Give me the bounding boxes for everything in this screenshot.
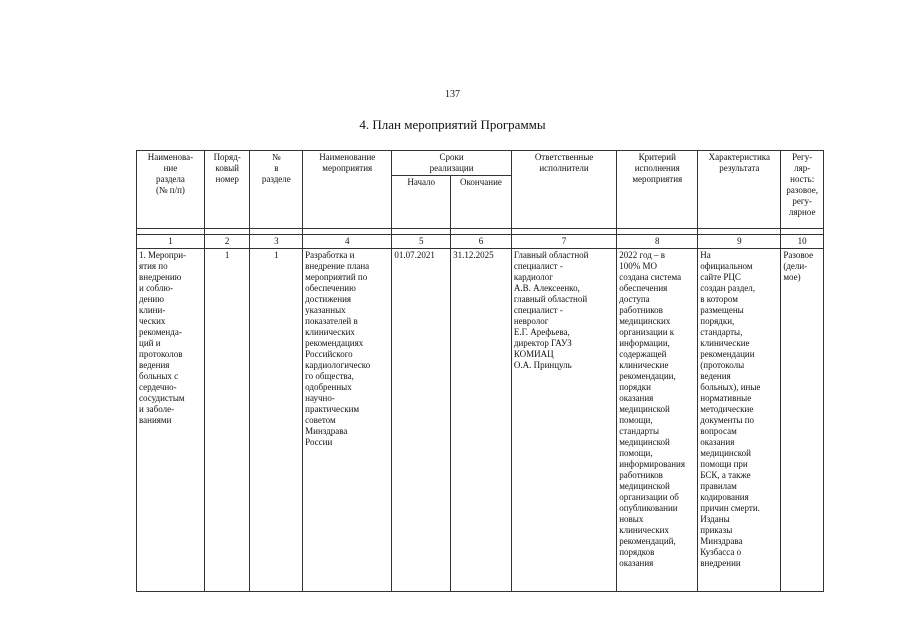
- cell-text-line: номер: [215, 174, 239, 184]
- cell-text-line: мероприятий по: [305, 272, 368, 282]
- cell-text-line: помощи при: [700, 459, 748, 469]
- cell-text-line: внедрении: [700, 558, 741, 568]
- cell-text-line: порядков: [619, 547, 655, 557]
- cell-text-line: О.А. Принцуль: [513, 360, 572, 370]
- cell-text-line: правилам: [700, 481, 737, 491]
- cell-text-line: рекоменда-: [139, 327, 182, 337]
- header-result: [698, 151, 781, 229]
- cell-text-line: результата: [719, 163, 760, 173]
- cell-text-line: мероприятия: [322, 163, 373, 173]
- cell-text-line: исполнения: [634, 163, 680, 173]
- cell-text-line: рекомендации: [700, 349, 755, 359]
- cell-text-line: клинические: [619, 360, 669, 370]
- cell-text-line: А.В. Алексеенко,: [513, 283, 580, 293]
- cell-text-line: Изданы: [700, 514, 730, 524]
- header-implementation-period: [392, 151, 512, 176]
- section-number-cell: 1: [250, 249, 303, 592]
- cell-text-line: раздела: [155, 174, 185, 184]
- cell-text-line: практическим: [305, 404, 360, 414]
- cell-text-line: ковый: [215, 163, 239, 173]
- cell-text-line: Характеристика: [708, 152, 771, 162]
- cell-text-line: сосудистым: [139, 393, 185, 403]
- end-date-cell: 31.12.2025: [451, 249, 512, 592]
- column-number-cell: 5: [392, 235, 451, 249]
- cell-text-line: Поряд-: [213, 152, 241, 162]
- cell-text-line: организации к: [619, 327, 675, 337]
- start-date-cell: 01.07.2021: [392, 249, 451, 592]
- header-start: Начало: [392, 176, 451, 229]
- cell-text-line: лярное: [788, 207, 816, 217]
- cell-text-line: клинических: [619, 525, 669, 535]
- document-title: 4. План мероприятий Программы: [359, 117, 546, 132]
- cell-text-line: мероприятия: [632, 174, 683, 184]
- responsible-cell: [511, 249, 616, 592]
- cell-text-line: ческих: [139, 316, 166, 326]
- header-responsible: [511, 151, 616, 229]
- cell-text-line: вопросам: [700, 426, 737, 436]
- cell-text-line: рекомендации,: [619, 371, 676, 381]
- cell-text-line: внедрение плана: [305, 261, 370, 271]
- cell-text-line: разделе: [261, 174, 291, 184]
- column-number-cell: 10: [781, 235, 824, 249]
- cell-text-line: клинических: [305, 327, 355, 337]
- column-number-cell: 1: [137, 235, 205, 249]
- header-end: Окончание: [451, 176, 512, 229]
- plan-table: [136, 150, 824, 592]
- cell-text-line: достижения: [305, 294, 352, 304]
- cell-text-line: содержащей: [619, 349, 667, 359]
- column-number-cell: 4: [303, 235, 392, 249]
- page-number: 137: [445, 89, 460, 100]
- cell-text-line: новых: [619, 514, 644, 524]
- result-cell: [698, 249, 781, 592]
- cell-text-line: кардиолог: [513, 272, 553, 282]
- cell-text-line: Российского: [305, 349, 353, 359]
- cell-text-line: методические: [700, 404, 754, 414]
- cell-text-line: и соблю-: [139, 283, 174, 293]
- header-regularity: [781, 151, 824, 229]
- cell-text-line: реализации: [429, 163, 474, 173]
- cell-text-line: доступа: [619, 294, 650, 304]
- cell-text-line: ведения: [139, 360, 170, 370]
- cell-text-line: помощи,: [619, 448, 653, 458]
- section-cell: [137, 249, 205, 592]
- cell-text-line: ваниями: [139, 415, 172, 425]
- cell-text-line: БСК, а также: [700, 470, 751, 480]
- cell-text-line: документы по: [700, 415, 755, 425]
- column-number-cell: 7: [511, 235, 616, 249]
- cell-text-line: организации об: [619, 492, 679, 502]
- cell-text-line: 100% МО: [619, 261, 657, 271]
- cell-text-line: невролог: [513, 316, 549, 326]
- cell-text-line: Ответственные: [534, 152, 594, 162]
- cell-text-line: ляр-: [794, 163, 811, 173]
- header-event-name: [303, 151, 392, 229]
- cell-text-line: (протоколы: [700, 360, 745, 370]
- cell-text-line: №: [272, 152, 281, 162]
- cell-text-line: разовое,: [786, 185, 818, 195]
- cell-text-line: информации,: [619, 338, 670, 348]
- cell-text-line: Кузбасса о: [700, 547, 742, 557]
- cell-text-line: Е.Г. Арефьева,: [513, 327, 570, 337]
- cell-text-line: На: [700, 250, 711, 260]
- cell-text-line: указанных: [305, 305, 346, 315]
- column-numbers-row: [137, 235, 824, 249]
- cell-text-line: порядки,: [700, 316, 735, 326]
- cell-text-line: показателей в: [305, 316, 358, 326]
- header-order-number: [204, 151, 250, 229]
- cell-text-line: опубликовании: [619, 503, 678, 513]
- header-criterion: [617, 151, 698, 229]
- cell-text-line: медицинской: [619, 481, 670, 491]
- cell-text-line: Наименова-: [147, 152, 194, 162]
- cell-text-line: специалист -: [513, 261, 563, 271]
- cell-text-line: нормативные: [700, 393, 752, 403]
- cell-text-line: научно-: [305, 393, 335, 403]
- cell-text-line: одобренных: [305, 382, 352, 392]
- cell-text-line: Регу-: [792, 152, 813, 162]
- cell-text-line: приказы: [700, 525, 733, 535]
- cell-text-line: создан раздел,: [700, 283, 756, 293]
- cell-text-line: оказания: [619, 393, 654, 403]
- cell-text-line: в: [274, 163, 279, 173]
- cell-text-line: КОМИАЦ: [513, 349, 554, 359]
- cell-text-line: дению: [139, 294, 164, 304]
- regularity-cell: [781, 249, 824, 592]
- cell-text-line: обеспечению: [305, 283, 356, 293]
- cell-text-line: рекомендаций,: [619, 536, 676, 546]
- column-number-cell: 3: [250, 235, 303, 249]
- order-number-cell: 1: [204, 249, 250, 592]
- cell-text-line: работников: [619, 470, 663, 480]
- cell-text-line: клини-: [139, 305, 166, 315]
- cell-text-line: и заболе-: [139, 404, 175, 414]
- cell-text-line: медицинских: [619, 316, 671, 326]
- cell-text-line: медицинской: [619, 437, 670, 447]
- cell-text-line: клинические: [700, 338, 750, 348]
- cell-text-line: Разработка и: [305, 250, 355, 260]
- cell-text-line: официальном: [700, 261, 753, 271]
- cell-text-line: ведения: [700, 371, 731, 381]
- header-section: [137, 151, 205, 229]
- cell-text-line: внедрению: [139, 272, 182, 282]
- cell-text-line: Критерий: [638, 152, 676, 162]
- cell-text-line: рекомендациях: [305, 338, 364, 348]
- cell-text-line: оказания: [700, 437, 735, 447]
- column-number-cell: 6: [451, 235, 512, 249]
- cell-text-line: Разовое: [783, 250, 814, 260]
- cell-text-line: ность:: [790, 174, 815, 184]
- cell-text-line: обеспечения: [619, 283, 668, 293]
- cell-text-line: создана система: [619, 272, 682, 282]
- cell-text-line: Наименование: [319, 152, 376, 162]
- cell-text-line: регу-: [792, 196, 813, 206]
- cell-text-line: стандарты: [619, 426, 660, 436]
- cell-text-line: Главный областной: [513, 250, 589, 260]
- cell-text-line: ние: [163, 163, 178, 173]
- event-name-cell: [303, 249, 392, 592]
- column-number-cell: 9: [698, 235, 781, 249]
- cell-text-line: Минздрава: [305, 426, 348, 436]
- cell-text-line: кардиологическо: [305, 360, 371, 370]
- table-row: [137, 249, 824, 592]
- cell-text-line: сайте РЦС: [700, 272, 741, 282]
- cell-text-line: помощи,: [619, 415, 653, 425]
- header-number-in-section: [250, 151, 303, 229]
- cell-text-line: стандарты,: [700, 327, 743, 337]
- cell-text-line: Сроки: [439, 152, 464, 162]
- cell-text-line: Минздрава: [700, 536, 743, 546]
- cell-text-line: ятия по: [139, 261, 168, 271]
- cell-text-line: советом: [305, 415, 336, 425]
- column-number-cell: 8: [617, 235, 698, 249]
- cell-text-line: директор ГАУЗ: [513, 338, 572, 348]
- cell-text-line: медицинской: [700, 448, 751, 458]
- cell-text-line: сердечно-: [139, 382, 177, 392]
- cell-text-line: размещены: [700, 305, 744, 315]
- cell-text-line: го общества,: [305, 371, 354, 381]
- cell-text-line: России: [305, 437, 333, 447]
- cell-text-line: 1. Меропри-: [139, 250, 187, 260]
- cell-text-line: больных), иные: [700, 382, 761, 392]
- column-number-cell: 2: [204, 235, 250, 249]
- cell-text-line: оказания: [619, 558, 654, 568]
- cell-text-line: ций и: [139, 338, 161, 348]
- cell-text-line: медицинской: [619, 404, 670, 414]
- cell-text-line: специалист -: [513, 305, 563, 315]
- cell-text-line: кодирования: [700, 492, 749, 502]
- cell-text-line: 2022 год – в: [619, 250, 666, 260]
- cell-text-line: (№ п/п): [155, 185, 185, 195]
- cell-text-line: работников: [619, 305, 663, 315]
- cell-text-line: информирования: [619, 459, 685, 469]
- cell-text-line: исполнители: [539, 163, 589, 173]
- cell-text-line: причин смерти.: [700, 503, 760, 513]
- criterion-cell: [617, 249, 698, 592]
- cell-text-line: больных с: [139, 371, 179, 381]
- cell-text-line: главный областной: [513, 294, 588, 304]
- cell-text-line: (дели-: [783, 261, 808, 271]
- cell-text-line: порядки: [619, 382, 651, 392]
- cell-text-line: протоколов: [139, 349, 183, 359]
- cell-text-line: мое): [783, 272, 801, 282]
- cell-text-line: в котором: [700, 294, 738, 304]
